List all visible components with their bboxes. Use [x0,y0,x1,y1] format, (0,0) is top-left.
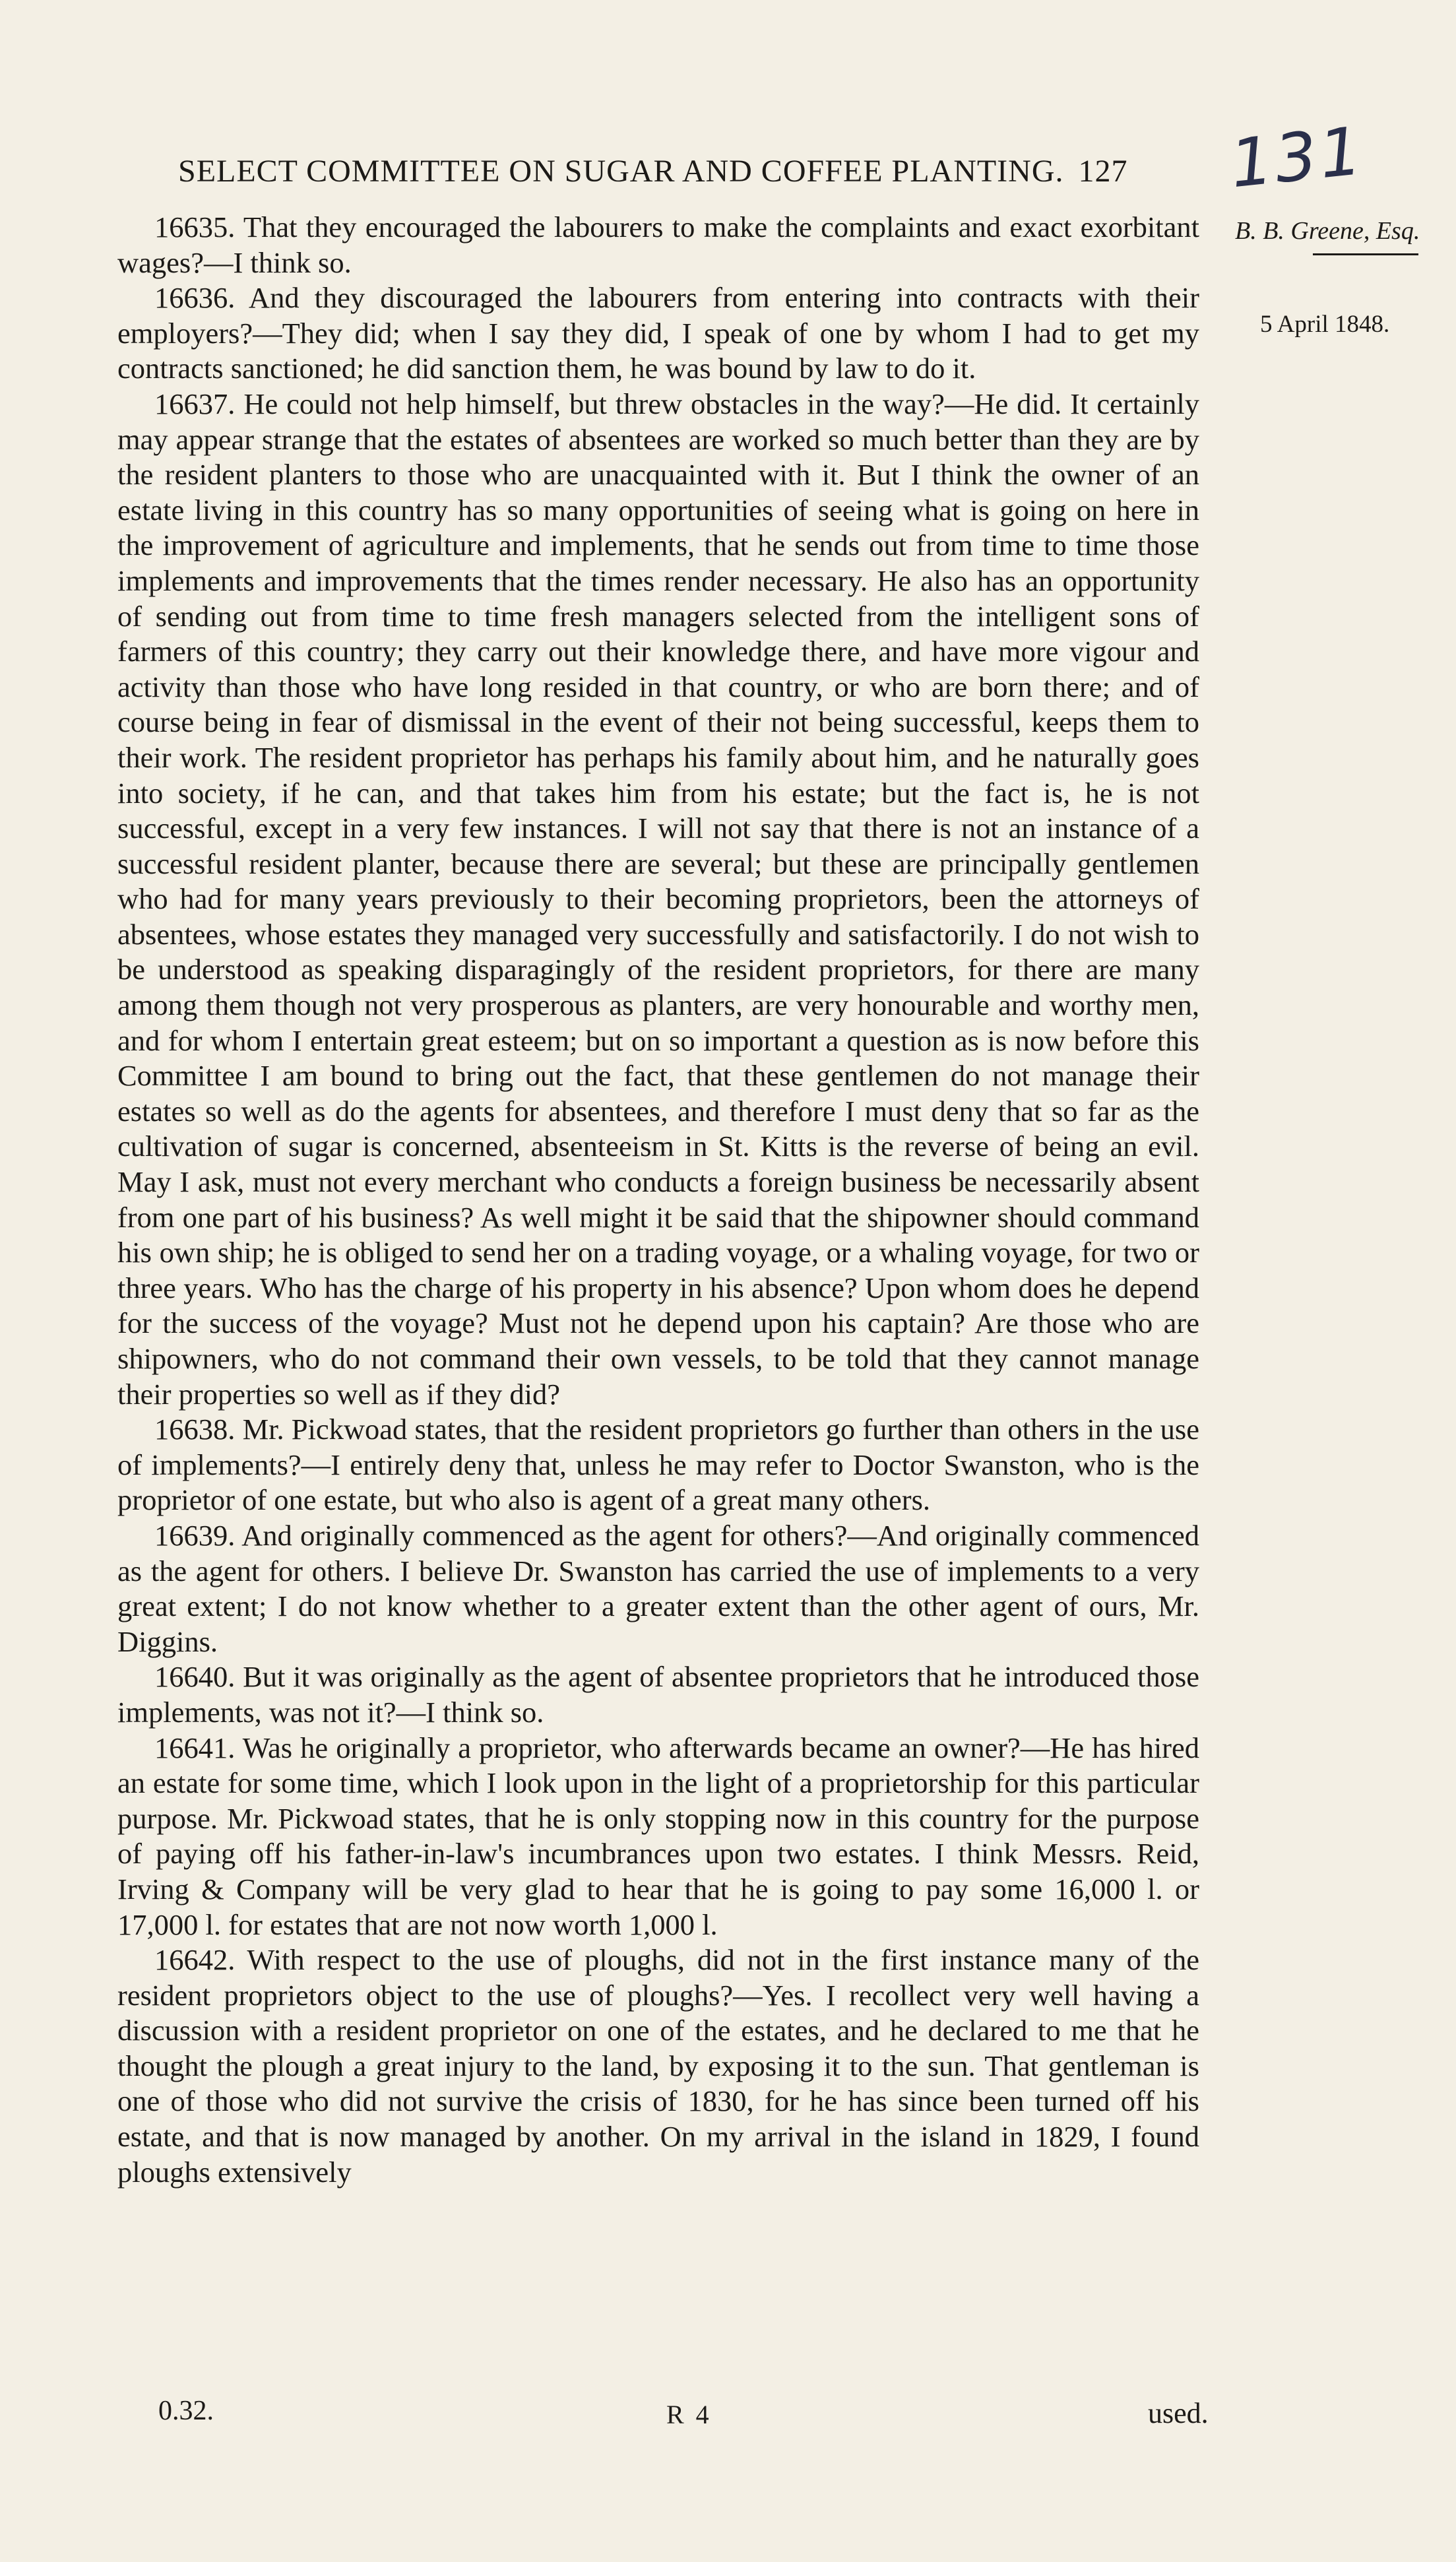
paragraph-16635: 16635. That they encouraged the labourers to make the complaints and exact exorbitant wages?—I think so. [117,210,1199,279]
paragraph-16640: 16640. But it was originally as the agent of absentee proprietors that he introduced those implements, was not it?—I think so. [117,1660,1199,1729]
margin-witness-name: B. B. Greene, Esq. [1235,217,1420,245]
paragraph-16641: 16641. Was he originally a proprietor, who afterwards became an owner?—He has hired an estate for some time, which I look upon in the light of a proprietorship for this particular purpose. Mr. Pickwoad states, that he is only stopping now in this country for the purpose of paying off his father-in-law's incumbrances upon two estates. I think Messrs. Reid, Irving & Company will be very glad to hear that he is going to pay some 16,000 l. or 17,000 l. for estates that are not now worth 1,000 l. [117,1731,1199,1941]
footer-catchword: used. [1148,2397,1209,2429]
margin-date: 5 April 1848. [1260,311,1390,338]
footer-signature-mark: R 4 [666,2400,712,2429]
paragraph-16638: 16638. Mr. Pickwoad states, that the resident proprietors go further than others in the use of implements?—I entirely deny that, unless he may refer to Doctor Swanston, who is the proprietor of one estate, but who also is agent of a great many others. [117,1413,1199,1517]
handwritten-folio-number: 131 [1226,112,1368,203]
header-title: SELECT COMMITTEE ON SUGAR AND COFFEE PLANTING. [178,154,1064,189]
body-text [117,210,1199,2190]
running-header [178,153,1220,189]
margin-divider [1313,253,1418,255]
paragraph-16642: 16642. With respect to the use of ploughs, did not in the first instance many of the resident proprietors object to the use of ploughs?—Yes. I recollect very well having a discussion with a resident proprietor on one of the estates, and he declared to me that he thought the plough a great injury to the land, by exposing it to the sun. That gentleman is one of those who did not survive the crisis of 1830, for he has since been turned off his estate, and that is now managed by another. On my arrival in the island in 1829, I found ploughs extensively [117,1943,1199,2189]
paragraph-16639: 16639. And originally commenced as the agent for others?—And originally commenced as the agent for others. I believe Dr. Swanston has carried the use of implements to a very great extent; I do not know whether to a greater extent than the other agent of ours, Mr. Diggins. [117,1518,1199,1658]
paragraph-16637: 16637. He could not help himself, but threw obstacles in the way?—He did. It certainly may appear strange that the estates of absentees are worked so much better than they are by the resident planters to those who are unacquainted with it. But I think the owner of an estate living in this country has so many opportunities of seeing what is going on here in the improvement of agriculture and implements, that he sends out from time to time those implements and improvements that the times render necessary. He also has an opportunity of sending out from time to time fresh managers selected from the intelligent sons of farmers of this country; they carry out their knowledge there, and have more vigour and activity than those who have long resided in that country, or who are born there; and of course being in fear of dismissal in the event of their not being successful, keeps them to their work. The resident proprietor has perhaps his family about him, and he naturally goes into society, if he can, and that takes him from his estate; but the fact is, he is not successful, except in a very few instances. I will not say that there is not an instance of a successful resident planter, because there are several; but these are principally gentlemen who had for many years previously to their becoming proprietors, been the attorneys of absentees, whose estates they managed very successfully and satisfactorily. I do not wish to be understood as speaking disparagingly of the resident proprietors, for there are many among them though not very prosperous as planters, are very honourable and worthy men, and for whom I entertain great esteem; but on so important a question as is now before this Committee I am bound to bring out the fact, that these gentlemen do not manage their estates so well as do the agents for absentees, and therefore I must deny that so far as the cultivation of sugar is concerned, absenteeism in St. Kitts is the reverse of being an evil. May I ask, must not every merchant who conducts a foreign business be necessarily absent from one part of his business? As well might it be said that the shipowner should command his own ship; he is obliged to send her on a trading voyage, or a whaling voyage, for two or three years. Who has the charge of his property in his absence? Upon whom does he depend for the success of the voyage? Must not he depend upon his captain? Are those who are shipowners, who do not command their own vessels, to be told that they cannot manage their properties so well as if they did? [117,387,1199,1411]
footer-sheet-number: 0.32. [158,2396,214,2426]
paragraph-16636: 16636. And they discouraged the labourers from entering into contracts with their employers?—They did; when I say they did, I speak of one by whom I had to get my contracts sanctioned; he did sanction them, he was bound by law to do it. [117,281,1199,385]
header-page-number: 127 [1078,154,1128,189]
